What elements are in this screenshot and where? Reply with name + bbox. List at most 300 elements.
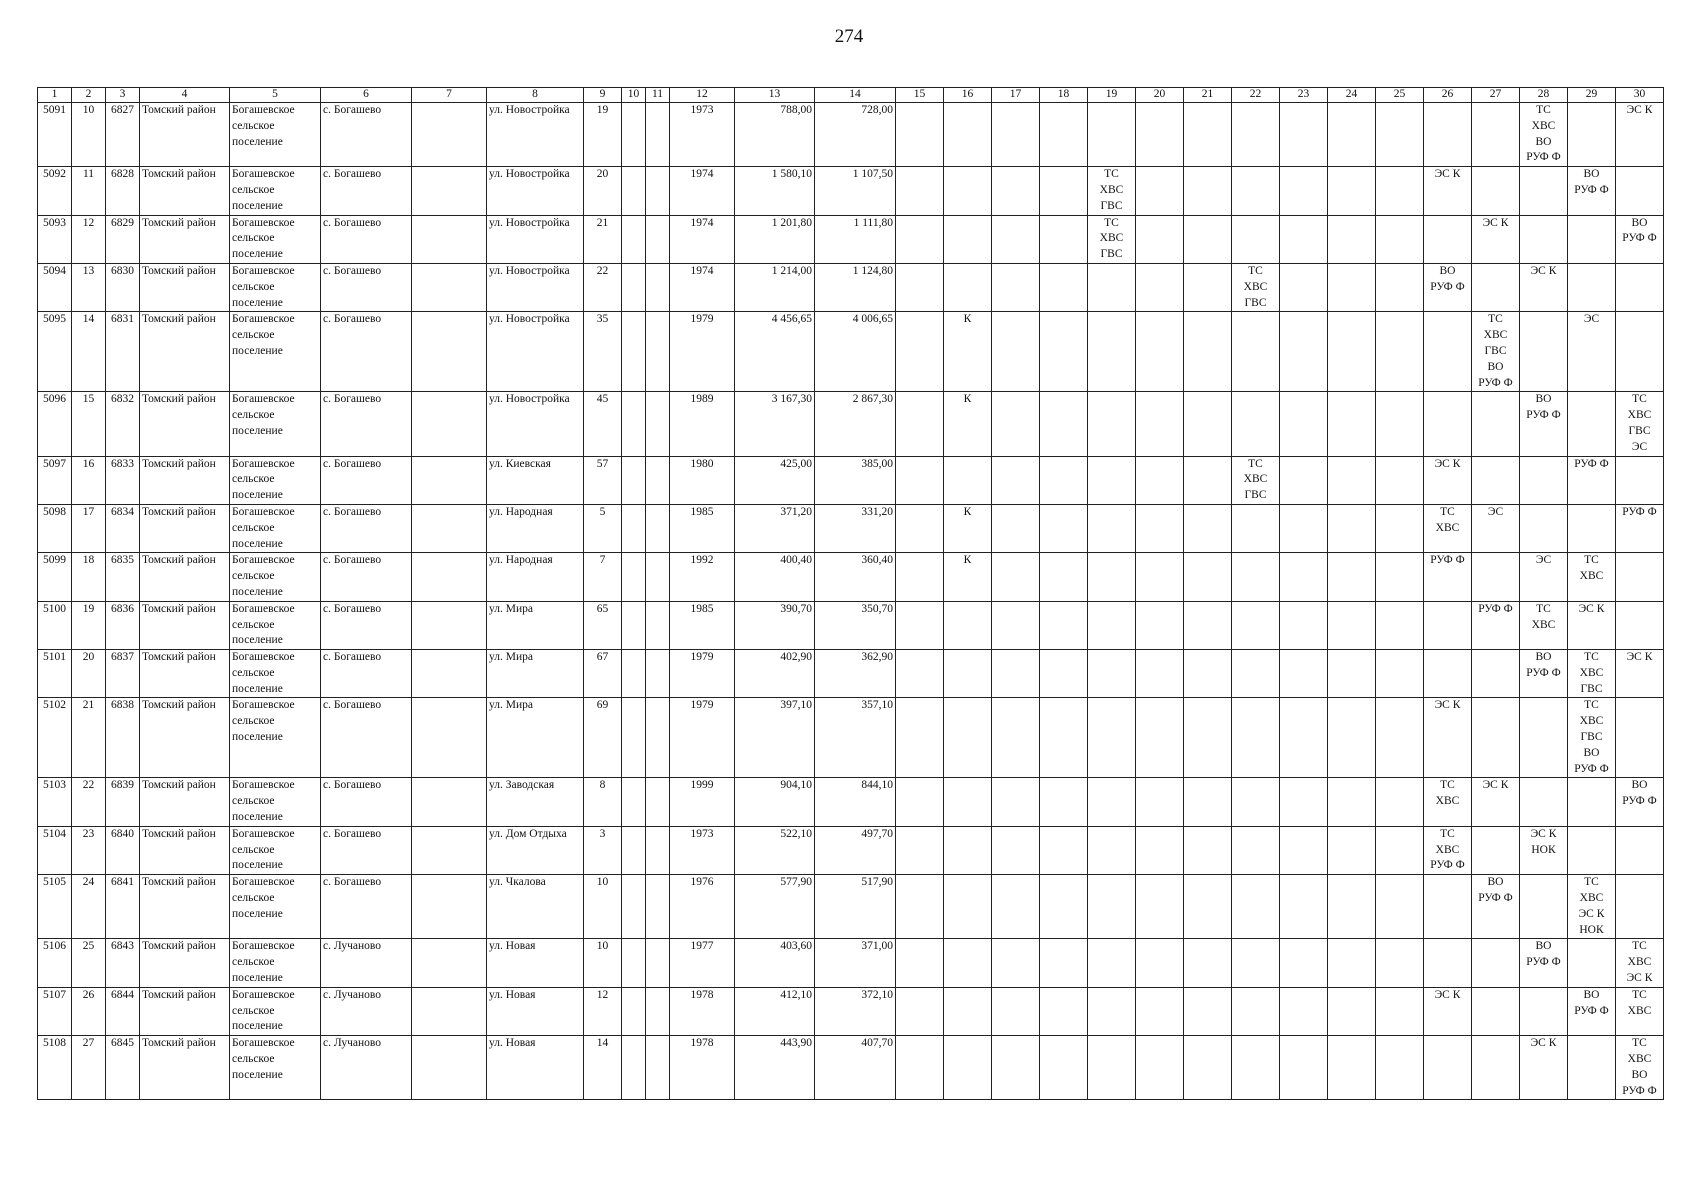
cell-work-col-28 bbox=[1520, 456, 1568, 504]
cell-record-no: 5099 bbox=[38, 553, 72, 601]
cell-object-id: 6836 bbox=[106, 601, 140, 649]
cell-year-built: 1999 bbox=[670, 778, 735, 826]
cell-object-id: 6828 bbox=[106, 167, 140, 215]
cell-work-col-21 bbox=[1184, 650, 1232, 698]
column-header-7: 7 bbox=[412, 88, 487, 103]
column-header-8: 8 bbox=[487, 88, 584, 103]
cell-work-col-27 bbox=[1472, 103, 1520, 167]
cell-work-col-15 bbox=[896, 456, 944, 504]
cell-settlement: Богашевское сельское поселение bbox=[230, 167, 321, 215]
cell-seq-no: 27 bbox=[72, 1036, 106, 1100]
cell-work-col-29: ТС ХВС bbox=[1568, 553, 1616, 601]
cell-settlement: Богашевское сельское поселение bbox=[230, 875, 321, 939]
cell-work-col-28: ЭС К bbox=[1520, 1036, 1568, 1100]
cell-work-col-30: ВО РУФ Ф bbox=[1616, 215, 1664, 263]
cell-work-col-26: РУФ Ф bbox=[1424, 553, 1472, 601]
cell-work-col-21 bbox=[1184, 392, 1232, 456]
cell-col-7 bbox=[412, 778, 487, 826]
cell-year-built: 1980 bbox=[670, 456, 735, 504]
cell-col-11 bbox=[646, 778, 670, 826]
cell-work-col-26 bbox=[1424, 601, 1472, 649]
cell-work-col-18 bbox=[1040, 263, 1088, 311]
cell-work-col-15 bbox=[896, 601, 944, 649]
cell-work-col-22 bbox=[1232, 875, 1280, 939]
cell-work-col-27: ТС ХВС ГВС ВО РУФ Ф bbox=[1472, 312, 1520, 392]
cell-year-built: 1979 bbox=[670, 650, 735, 698]
cell-work-col-22 bbox=[1232, 778, 1280, 826]
cell-work-col-24 bbox=[1328, 987, 1376, 1035]
column-header-20: 20 bbox=[1136, 88, 1184, 103]
cell-work-col-29: РУФ Ф bbox=[1568, 456, 1616, 504]
cell-work-col-15 bbox=[896, 987, 944, 1035]
cell-total-area: 400,40 bbox=[735, 553, 815, 601]
cell-work-col-21 bbox=[1184, 826, 1232, 874]
cell-settlement: Богашевское сельское поселение bbox=[230, 698, 321, 778]
cell-col-10 bbox=[622, 826, 646, 874]
cell-work-col-22 bbox=[1232, 553, 1280, 601]
cell-work-col-17 bbox=[992, 1036, 1040, 1100]
cell-work-col-28: ВО РУФ Ф bbox=[1520, 650, 1568, 698]
cell-work-col-20 bbox=[1136, 215, 1184, 263]
cell-locality: с. Лучаново bbox=[321, 939, 412, 987]
column-header-18: 18 bbox=[1040, 88, 1088, 103]
housing-register-table bbox=[37, 87, 1664, 1100]
cell-record-no: 5098 bbox=[38, 504, 72, 552]
cell-work-col-16 bbox=[944, 650, 992, 698]
cell-house-no: 8 bbox=[584, 778, 622, 826]
cell-work-col-23 bbox=[1280, 103, 1328, 167]
cell-work-col-16 bbox=[944, 167, 992, 215]
cell-year-built: 1973 bbox=[670, 103, 735, 167]
cell-work-col-25 bbox=[1376, 601, 1424, 649]
cell-work-col-25 bbox=[1376, 504, 1424, 552]
column-header-3: 3 bbox=[106, 88, 140, 103]
cell-work-col-21 bbox=[1184, 215, 1232, 263]
cell-work-col-25 bbox=[1376, 392, 1424, 456]
cell-work-col-27 bbox=[1472, 553, 1520, 601]
cell-record-no: 5096 bbox=[38, 392, 72, 456]
cell-work-col-23 bbox=[1280, 698, 1328, 778]
cell-col-7 bbox=[412, 601, 487, 649]
cell-district: Томский район bbox=[140, 601, 230, 649]
table-row bbox=[38, 504, 1664, 552]
cell-work-col-30 bbox=[1616, 553, 1664, 601]
cell-work-col-25 bbox=[1376, 698, 1424, 778]
table-row bbox=[38, 875, 1664, 939]
cell-living-area: 385,00 bbox=[815, 456, 896, 504]
cell-living-area: 407,70 bbox=[815, 1036, 896, 1100]
cell-total-area: 1 580,10 bbox=[735, 167, 815, 215]
cell-house-no: 14 bbox=[584, 1036, 622, 1100]
cell-house-no: 57 bbox=[584, 456, 622, 504]
cell-work-col-30: ТС ХВС bbox=[1616, 987, 1664, 1035]
cell-record-no: 5100 bbox=[38, 601, 72, 649]
column-header-29: 29 bbox=[1568, 88, 1616, 103]
cell-work-col-16 bbox=[944, 987, 992, 1035]
cell-work-col-21 bbox=[1184, 167, 1232, 215]
cell-work-col-30: ВО РУФ Ф bbox=[1616, 778, 1664, 826]
cell-col-10 bbox=[622, 778, 646, 826]
cell-work-col-19: ТС ХВС ГВС bbox=[1088, 167, 1136, 215]
cell-year-built: 1985 bbox=[670, 601, 735, 649]
cell-total-area: 4 456,65 bbox=[735, 312, 815, 392]
column-header-17: 17 bbox=[992, 88, 1040, 103]
cell-object-id: 6844 bbox=[106, 987, 140, 1035]
cell-locality: с. Богашево bbox=[321, 312, 412, 392]
cell-street: ул. Новостройка bbox=[487, 263, 584, 311]
cell-work-col-18 bbox=[1040, 392, 1088, 456]
column-header-30: 30 bbox=[1616, 88, 1664, 103]
cell-total-area: 402,90 bbox=[735, 650, 815, 698]
cell-work-col-15 bbox=[896, 875, 944, 939]
cell-house-no: 10 bbox=[584, 875, 622, 939]
cell-col-11 bbox=[646, 456, 670, 504]
cell-living-area: 331,20 bbox=[815, 504, 896, 552]
cell-work-col-28 bbox=[1520, 504, 1568, 552]
cell-work-col-18 bbox=[1040, 1036, 1088, 1100]
cell-work-col-18 bbox=[1040, 167, 1088, 215]
cell-work-col-21 bbox=[1184, 456, 1232, 504]
cell-col-7 bbox=[412, 987, 487, 1035]
cell-house-no: 21 bbox=[584, 215, 622, 263]
cell-work-col-24 bbox=[1328, 650, 1376, 698]
cell-col-7 bbox=[412, 103, 487, 167]
cell-col-7 bbox=[412, 456, 487, 504]
cell-work-col-20 bbox=[1136, 504, 1184, 552]
cell-work-col-18 bbox=[1040, 456, 1088, 504]
cell-work-col-16: К bbox=[944, 504, 992, 552]
table-row bbox=[38, 987, 1664, 1035]
cell-work-col-29 bbox=[1568, 826, 1616, 874]
cell-work-col-26: ТС ХВС РУФ Ф bbox=[1424, 826, 1472, 874]
column-header-1: 1 bbox=[38, 88, 72, 103]
cell-work-col-30: ЭС К bbox=[1616, 650, 1664, 698]
cell-col-10 bbox=[622, 987, 646, 1035]
cell-work-col-22: ТС ХВС ГВС bbox=[1232, 263, 1280, 311]
cell-work-col-21 bbox=[1184, 778, 1232, 826]
cell-work-col-17 bbox=[992, 215, 1040, 263]
cell-work-col-18 bbox=[1040, 826, 1088, 874]
cell-street: ул. Новая bbox=[487, 987, 584, 1035]
column-number-header bbox=[38, 88, 1664, 103]
cell-work-col-26 bbox=[1424, 939, 1472, 987]
cell-settlement: Богашевское сельское поселение bbox=[230, 456, 321, 504]
cell-locality: с. Богашево bbox=[321, 875, 412, 939]
cell-house-no: 45 bbox=[584, 392, 622, 456]
cell-work-col-15 bbox=[896, 553, 944, 601]
cell-year-built: 1977 bbox=[670, 939, 735, 987]
cell-living-area: 2 867,30 bbox=[815, 392, 896, 456]
cell-work-col-29 bbox=[1568, 778, 1616, 826]
cell-house-no: 65 bbox=[584, 601, 622, 649]
cell-work-col-24 bbox=[1328, 167, 1376, 215]
cell-work-col-29 bbox=[1568, 103, 1616, 167]
column-header-19: 19 bbox=[1088, 88, 1136, 103]
cell-street: ул. Новостройка bbox=[487, 392, 584, 456]
cell-work-col-22 bbox=[1232, 826, 1280, 874]
cell-locality: с. Богашево bbox=[321, 392, 412, 456]
cell-work-col-28: ЭС К НОК bbox=[1520, 826, 1568, 874]
cell-work-col-18 bbox=[1040, 987, 1088, 1035]
cell-settlement: Богашевское сельское поселение bbox=[230, 312, 321, 392]
cell-work-col-18 bbox=[1040, 504, 1088, 552]
cell-col-10 bbox=[622, 392, 646, 456]
cell-col-10 bbox=[622, 167, 646, 215]
cell-work-col-16 bbox=[944, 875, 992, 939]
cell-object-id: 6832 bbox=[106, 392, 140, 456]
cell-work-col-15 bbox=[896, 778, 944, 826]
cell-work-col-24 bbox=[1328, 778, 1376, 826]
cell-year-built: 1974 bbox=[670, 167, 735, 215]
cell-year-built: 1992 bbox=[670, 553, 735, 601]
cell-seq-no: 18 bbox=[72, 553, 106, 601]
cell-col-10 bbox=[622, 312, 646, 392]
cell-settlement: Богашевское сельское поселение bbox=[230, 826, 321, 874]
cell-total-area: 390,70 bbox=[735, 601, 815, 649]
cell-work-col-22 bbox=[1232, 392, 1280, 456]
cell-work-col-22 bbox=[1232, 167, 1280, 215]
cell-work-col-21 bbox=[1184, 1036, 1232, 1100]
cell-locality: с. Богашево bbox=[321, 215, 412, 263]
cell-work-col-27: ЭС К bbox=[1472, 215, 1520, 263]
table-row bbox=[38, 698, 1664, 778]
table-row bbox=[38, 392, 1664, 456]
cell-work-col-27 bbox=[1472, 263, 1520, 311]
cell-work-col-17 bbox=[992, 263, 1040, 311]
cell-year-built: 1978 bbox=[670, 1036, 735, 1100]
cell-locality: с. Богашево bbox=[321, 650, 412, 698]
cell-locality: с. Богашево bbox=[321, 103, 412, 167]
cell-col-7 bbox=[412, 875, 487, 939]
table-row bbox=[38, 826, 1664, 874]
cell-work-col-27 bbox=[1472, 698, 1520, 778]
cell-work-col-23 bbox=[1280, 167, 1328, 215]
cell-locality: с. Богашево bbox=[321, 698, 412, 778]
cell-settlement: Богашевское сельское поселение bbox=[230, 987, 321, 1035]
cell-locality: с. Лучаново bbox=[321, 1036, 412, 1100]
cell-settlement: Богашевское сельское поселение bbox=[230, 263, 321, 311]
cell-house-no: 19 bbox=[584, 103, 622, 167]
cell-work-col-21 bbox=[1184, 987, 1232, 1035]
cell-col-11 bbox=[646, 167, 670, 215]
cell-work-col-18 bbox=[1040, 601, 1088, 649]
cell-col-11 bbox=[646, 263, 670, 311]
column-header-13: 13 bbox=[735, 88, 815, 103]
cell-work-col-18 bbox=[1040, 778, 1088, 826]
cell-work-col-20 bbox=[1136, 987, 1184, 1035]
cell-work-col-21 bbox=[1184, 875, 1232, 939]
cell-work-col-25 bbox=[1376, 826, 1424, 874]
cell-col-11 bbox=[646, 392, 670, 456]
cell-work-col-20 bbox=[1136, 167, 1184, 215]
cell-work-col-19 bbox=[1088, 601, 1136, 649]
cell-work-col-19 bbox=[1088, 392, 1136, 456]
cell-seq-no: 12 bbox=[72, 215, 106, 263]
column-header-9: 9 bbox=[584, 88, 622, 103]
cell-work-col-22 bbox=[1232, 103, 1280, 167]
cell-work-col-20 bbox=[1136, 392, 1184, 456]
cell-work-col-17 bbox=[992, 601, 1040, 649]
cell-work-col-26: ЭС К bbox=[1424, 987, 1472, 1035]
table-row bbox=[38, 103, 1664, 167]
cell-object-id: 6841 bbox=[106, 875, 140, 939]
column-header-14: 14 bbox=[815, 88, 896, 103]
cell-work-col-29 bbox=[1568, 504, 1616, 552]
cell-work-col-29: ТС ХВС ЭС К НОК bbox=[1568, 875, 1616, 939]
cell-district: Томский район bbox=[140, 875, 230, 939]
cell-work-col-24 bbox=[1328, 312, 1376, 392]
cell-object-id: 6829 bbox=[106, 215, 140, 263]
cell-work-col-30: ЭС К bbox=[1616, 103, 1664, 167]
cell-living-area: 1 107,50 bbox=[815, 167, 896, 215]
cell-object-id: 6833 bbox=[106, 456, 140, 504]
cell-col-11 bbox=[646, 826, 670, 874]
cell-work-col-28: ЭС bbox=[1520, 553, 1568, 601]
cell-work-col-21 bbox=[1184, 103, 1232, 167]
cell-col-11 bbox=[646, 650, 670, 698]
cell-record-no: 5092 bbox=[38, 167, 72, 215]
cell-work-col-16 bbox=[944, 456, 992, 504]
cell-work-col-25 bbox=[1376, 312, 1424, 392]
cell-record-no: 5107 bbox=[38, 987, 72, 1035]
cell-work-col-28 bbox=[1520, 312, 1568, 392]
cell-work-col-15 bbox=[896, 698, 944, 778]
table-body bbox=[38, 103, 1664, 1100]
cell-work-col-16: К bbox=[944, 312, 992, 392]
cell-year-built: 1974 bbox=[670, 263, 735, 311]
cell-settlement: Богашевское сельское поселение bbox=[230, 103, 321, 167]
cell-work-col-19 bbox=[1088, 553, 1136, 601]
cell-work-col-25 bbox=[1376, 263, 1424, 311]
cell-col-11 bbox=[646, 987, 670, 1035]
cell-work-col-20 bbox=[1136, 456, 1184, 504]
cell-work-col-22 bbox=[1232, 650, 1280, 698]
cell-work-col-19 bbox=[1088, 875, 1136, 939]
cell-house-no: 22 bbox=[584, 263, 622, 311]
cell-work-col-27 bbox=[1472, 939, 1520, 987]
cell-record-no: 5101 bbox=[38, 650, 72, 698]
cell-work-col-25 bbox=[1376, 103, 1424, 167]
cell-district: Томский район bbox=[140, 504, 230, 552]
cell-total-area: 1 201,80 bbox=[735, 215, 815, 263]
cell-street: ул. Чкалова bbox=[487, 875, 584, 939]
cell-work-col-23 bbox=[1280, 553, 1328, 601]
cell-work-col-22 bbox=[1232, 698, 1280, 778]
cell-work-col-26: ЭС К bbox=[1424, 456, 1472, 504]
cell-seq-no: 20 bbox=[72, 650, 106, 698]
cell-work-col-27: ВО РУФ Ф bbox=[1472, 875, 1520, 939]
cell-work-col-20 bbox=[1136, 553, 1184, 601]
cell-work-col-27 bbox=[1472, 1036, 1520, 1100]
cell-year-built: 1978 bbox=[670, 987, 735, 1035]
cell-work-col-23 bbox=[1280, 1036, 1328, 1100]
cell-work-col-26 bbox=[1424, 392, 1472, 456]
cell-work-col-28 bbox=[1520, 987, 1568, 1035]
cell-street: ул. Дом Отдыха bbox=[487, 826, 584, 874]
cell-col-7 bbox=[412, 698, 487, 778]
cell-living-area: 350,70 bbox=[815, 601, 896, 649]
column-header-23: 23 bbox=[1280, 88, 1328, 103]
cell-work-col-20 bbox=[1136, 698, 1184, 778]
cell-seq-no: 25 bbox=[72, 939, 106, 987]
cell-work-col-19 bbox=[1088, 103, 1136, 167]
cell-col-11 bbox=[646, 504, 670, 552]
cell-work-col-23 bbox=[1280, 650, 1328, 698]
cell-street: ул. Новостройка bbox=[487, 312, 584, 392]
cell-work-col-21 bbox=[1184, 698, 1232, 778]
cell-settlement: Богашевское сельское поселение bbox=[230, 215, 321, 263]
cell-total-area: 3 167,30 bbox=[735, 392, 815, 456]
cell-work-col-23 bbox=[1280, 601, 1328, 649]
cell-work-col-26 bbox=[1424, 875, 1472, 939]
cell-street: ул. Новая bbox=[487, 939, 584, 987]
cell-work-col-16 bbox=[944, 601, 992, 649]
cell-work-col-20 bbox=[1136, 312, 1184, 392]
cell-house-no: 35 bbox=[584, 312, 622, 392]
cell-work-col-30: РУФ Ф bbox=[1616, 504, 1664, 552]
cell-work-col-25 bbox=[1376, 987, 1424, 1035]
cell-work-col-20 bbox=[1136, 263, 1184, 311]
cell-work-col-16 bbox=[944, 215, 992, 263]
cell-object-id: 6839 bbox=[106, 778, 140, 826]
cell-work-col-15 bbox=[896, 939, 944, 987]
cell-district: Томский район bbox=[140, 939, 230, 987]
cell-seq-no: 16 bbox=[72, 456, 106, 504]
cell-col-7 bbox=[412, 553, 487, 601]
cell-street: ул. Народная bbox=[487, 504, 584, 552]
cell-work-col-16 bbox=[944, 778, 992, 826]
cell-total-area: 904,10 bbox=[735, 778, 815, 826]
cell-work-col-15 bbox=[896, 103, 944, 167]
column-header-24: 24 bbox=[1328, 88, 1376, 103]
cell-work-col-25 bbox=[1376, 553, 1424, 601]
cell-work-col-28: ТС ХВС ВО РУФ Ф bbox=[1520, 103, 1568, 167]
cell-total-area: 522,10 bbox=[735, 826, 815, 874]
cell-settlement: Богашевское сельское поселение bbox=[230, 504, 321, 552]
cell-work-col-15 bbox=[896, 392, 944, 456]
cell-street: ул. Киевская bbox=[487, 456, 584, 504]
cell-living-area: 517,90 bbox=[815, 875, 896, 939]
cell-living-area: 844,10 bbox=[815, 778, 896, 826]
column-header-5: 5 bbox=[230, 88, 321, 103]
cell-work-col-27 bbox=[1472, 650, 1520, 698]
cell-living-area: 362,90 bbox=[815, 650, 896, 698]
table-row bbox=[38, 312, 1664, 392]
cell-work-col-26: ТС ХВС bbox=[1424, 778, 1472, 826]
cell-work-col-24 bbox=[1328, 1036, 1376, 1100]
cell-work-col-15 bbox=[896, 504, 944, 552]
cell-street: ул. Мира bbox=[487, 601, 584, 649]
cell-work-col-15 bbox=[896, 312, 944, 392]
cell-work-col-21 bbox=[1184, 939, 1232, 987]
table-row bbox=[38, 939, 1664, 987]
cell-work-col-24 bbox=[1328, 215, 1376, 263]
cell-work-col-17 bbox=[992, 553, 1040, 601]
cell-locality: с. Богашево bbox=[321, 553, 412, 601]
cell-house-no: 12 bbox=[584, 987, 622, 1035]
cell-col-7 bbox=[412, 826, 487, 874]
cell-work-col-29 bbox=[1568, 263, 1616, 311]
table-row bbox=[38, 778, 1664, 826]
cell-work-col-25 bbox=[1376, 456, 1424, 504]
cell-work-col-15 bbox=[896, 167, 944, 215]
cell-work-col-23 bbox=[1280, 263, 1328, 311]
cell-living-area: 728,00 bbox=[815, 103, 896, 167]
cell-work-col-26: ТС ХВС bbox=[1424, 504, 1472, 552]
cell-work-col-30: ТС ХВС ЭС К bbox=[1616, 939, 1664, 987]
cell-year-built: 1979 bbox=[670, 698, 735, 778]
cell-seq-no: 14 bbox=[72, 312, 106, 392]
